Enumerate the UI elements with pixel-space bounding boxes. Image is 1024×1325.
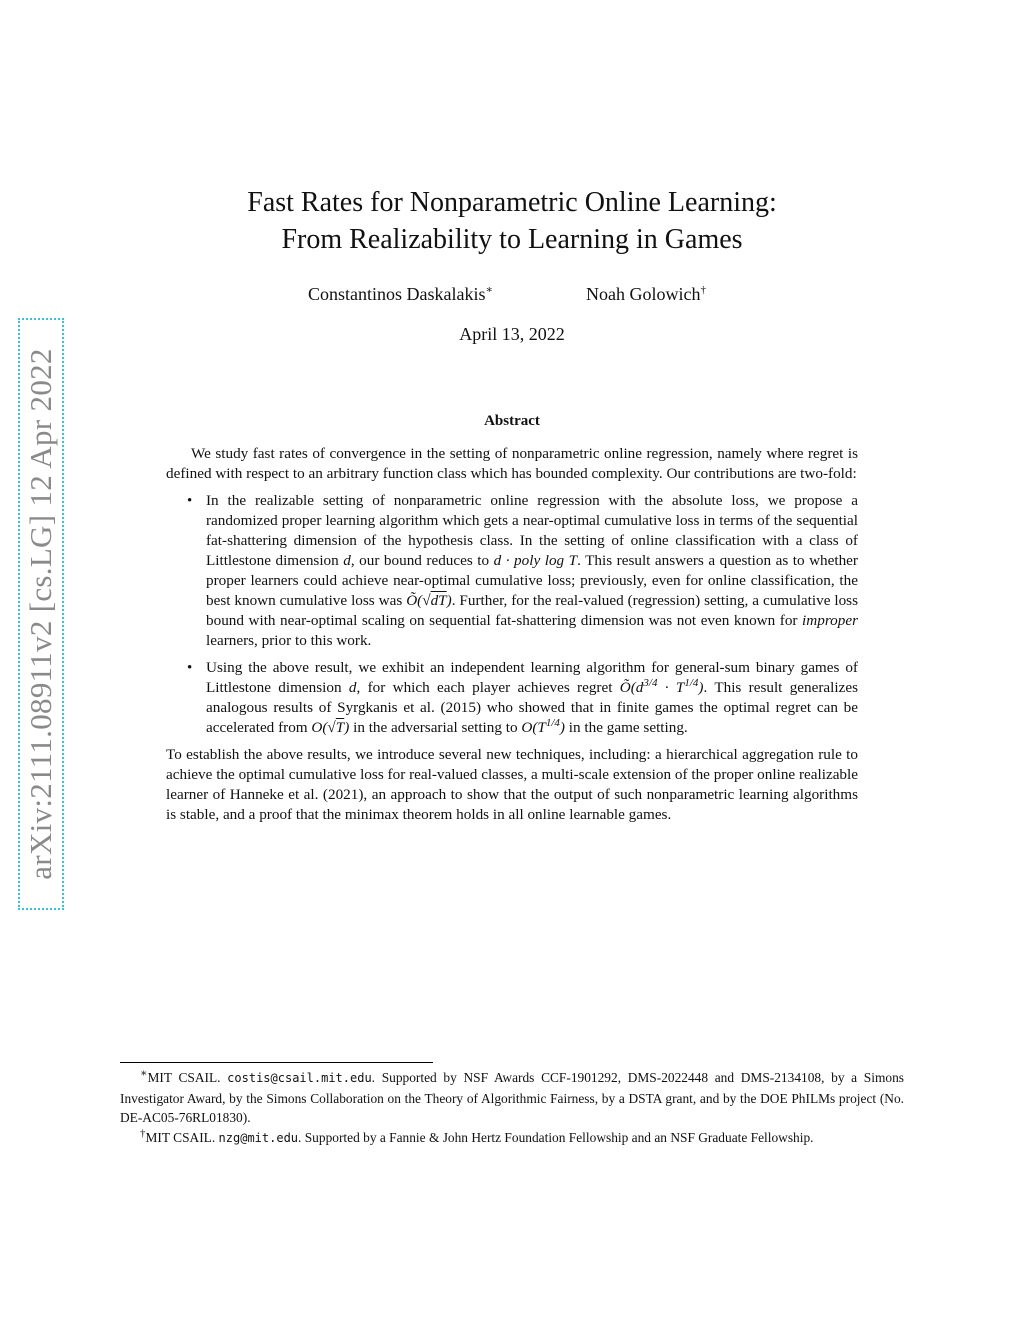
math-part: ) (559, 719, 565, 736)
contribution-item-1 (166, 491, 858, 651)
footnotes (120, 1068, 904, 1148)
math-part: O(T (521, 719, 546, 736)
text-run: Using the above result, we exhibit an independent learning algorithm for general-sum binary games of Littlestone dimension (206, 659, 858, 696)
abstract-closing: To establish the above results, we introduce several new techniques, including: a hierarchical aggregation rule to achieve the optimal cumulative loss for real-valued classes, a multi-scale extension of the proper online realizable learner of Hanneke et al. (2021), an approach to show that the output of such nonparametric learning algorithms is stable, and a proof that the minimax theorem holds in all online learnable games. (166, 746, 858, 823)
text-run: In the realizable setting of nonparametric online regression with the absolute loss, we propose a randomized proper learning algorithm which gets a near-optimal cumulative loss in terms of the sequential fat-shattering dimension of the hypothesis class. In the setting of online classification with a class of Littlestone dimension (206, 492, 858, 569)
paper-title (0, 184, 1024, 258)
author-name: Constantinos Daskalakis (308, 284, 486, 304)
math-exponent: 1/4 (545, 716, 560, 729)
math-part: ) (698, 679, 704, 696)
affiliation: MIT CSAIL. (145, 1129, 219, 1145)
math-part: ) (446, 592, 452, 609)
math-part: Õ(√ (406, 592, 431, 609)
footnote-marker: ∗ (140, 1067, 148, 1080)
arxiv-identifier-text: arXiv:2111.08911v2 [cs.LG] 12 Apr 2022 (23, 348, 58, 880)
math: d (343, 552, 351, 569)
text-run: learners, prior to this work. (206, 632, 372, 649)
footnote-marker: ∗ (485, 284, 493, 296)
funding-note: . Supported by a Fannie & John Hertz Foundation Fellowship and an NSF Graduate Fellowship. (298, 1129, 814, 1145)
math-radicand: T (335, 719, 345, 736)
author-golowich (586, 284, 706, 305)
emphasis: improper (802, 612, 858, 629)
text-run: in the adversarial setting to (349, 719, 522, 736)
text-run: . This result answers a question as to whether proper learners could achieve near-optimal cumulative loss; previously, even for online classification, the best known cumulative loss was (206, 552, 858, 609)
footnote-marker: † (700, 284, 706, 296)
text-run: , our bound reduces to (350, 552, 494, 569)
footnote-marker: † (140, 1127, 146, 1140)
math-part: O(√ (311, 719, 336, 736)
arxiv-identifier-stamp (18, 318, 64, 910)
math-part: Õ(d (619, 679, 644, 696)
contribution-item-2 (166, 658, 858, 738)
math: d · poly log T (493, 552, 578, 569)
email-address: nzg@mit.edu (218, 1130, 299, 1145)
text-run: in the game setting. (564, 719, 688, 736)
email-address: costis@csail.mit.edu (227, 1071, 372, 1085)
footnote-divider (120, 1062, 433, 1063)
contribution-list (166, 491, 858, 738)
math (521, 716, 565, 736)
title-line-2: From Realizability to Learning in Games (281, 224, 743, 255)
publication-date: April 13, 2022 (459, 324, 565, 344)
math (406, 592, 451, 609)
author-name: Noah Golowich (586, 284, 701, 304)
math-part: · T (657, 679, 685, 696)
math (311, 719, 349, 736)
math: d (348, 679, 357, 696)
math (619, 676, 704, 696)
abstract-body (166, 444, 858, 825)
footnote-2 (120, 1128, 904, 1149)
author-daskalakis (308, 284, 493, 305)
footnote-1 (120, 1068, 904, 1128)
abstract-intro: We study fast rates of convergence in the setting of nonparametric online regression, namely where regret is defined with respect to an arbitrary function class which has bounded complexity. Our contributions are two-fold: (166, 445, 858, 482)
math-exponent: 1/4 (684, 676, 699, 689)
text-run: . Further, for the real-valued (regression) setting, a cumulative loss bound with near-optimal scaling on sequential fat-shattering dimension was not even known for (206, 592, 859, 629)
text-run: . This result generalizes analogous results of Syrgkanis et al. (2015) who showed that in finite games the optimal regret can be accelerated from (206, 679, 859, 736)
math-exponent: 3/4 (643, 676, 658, 689)
math-radicand: dT (430, 592, 447, 609)
author-list (0, 284, 1024, 308)
funding-note: . Supported by NSF Awards CCF-1901292, DMS-2022448 and DMS-2134108, by a Simons Investigator Award, by the Simons Collaboration on the Theory of Algorithmic Fairness, by a DSTA grant, and by the DOE PhILMs project (No. DE-AC05-76RL01830). (120, 1070, 904, 1125)
affiliation: MIT CSAIL. (147, 1070, 228, 1085)
title-line-1: Fast Rates for Nonparametric Online Learning: (247, 187, 777, 218)
text-run: , for which each player achieves regret (356, 679, 620, 696)
math-part: ) (344, 719, 350, 736)
abstract-heading: Abstract (484, 413, 540, 429)
